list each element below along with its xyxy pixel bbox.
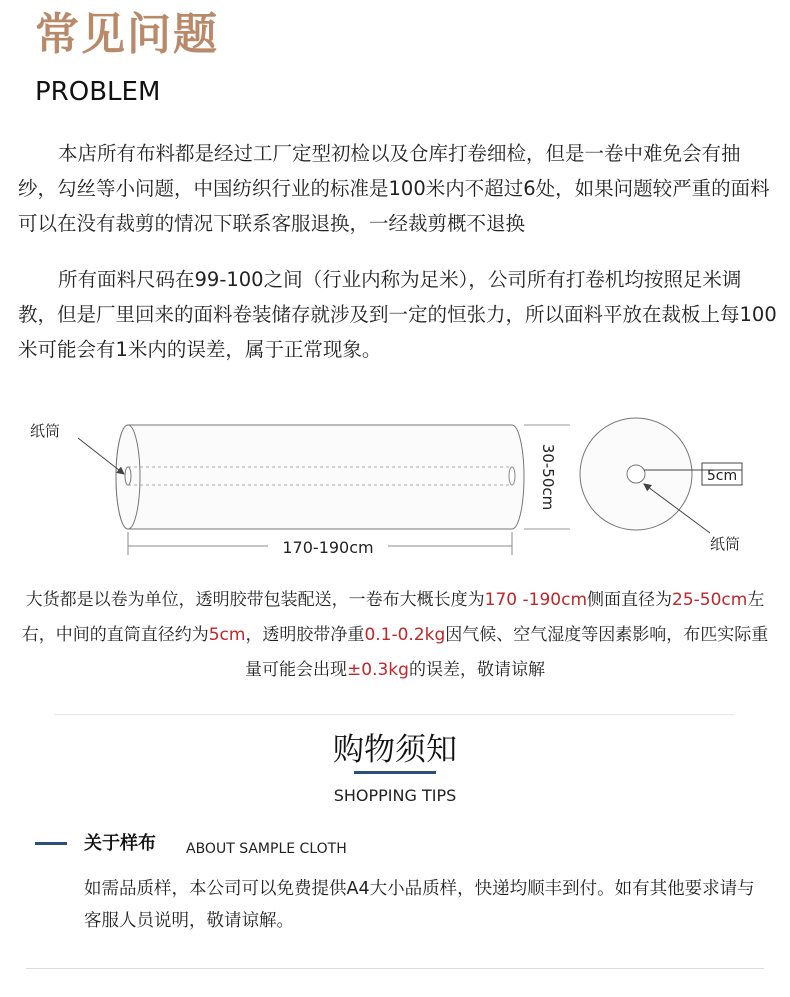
sample-section-title: 关于样布 — [84, 833, 156, 854]
sample-section-text — [84, 873, 764, 937]
fabric-roll-diagram — [0, 400, 790, 570]
note-highlight-diameter: 25-50cm — [672, 590, 748, 610]
fabric-roll-side-view — [116, 425, 524, 529]
length-label: 170-190cm — [282, 538, 374, 557]
note-highlight-tape-weight: 0.1-0.2kg — [364, 625, 446, 645]
bottom-divider — [26, 968, 764, 969]
note-highlight-core: 5cm — [208, 625, 246, 645]
note-highlight-weight-error: ±0.3kg — [347, 660, 409, 680]
tube-label-right: 纸筒 — [710, 535, 741, 553]
paragraph-text: 如需品质样，本公司可以免费提供A4大小品质样，快递均顺丰到付。如有其他要求请与客服人员说明，敬请谅解。 — [84, 879, 755, 931]
sample-section-subtitle: ABOUT SAMPLE CLOTH — [186, 841, 347, 857]
note-highlight-length: 170 -190cm — [484, 590, 588, 610]
page-subtitle: PROBLEM — [35, 77, 161, 107]
problem-paragraph-quality — [18, 136, 778, 241]
packaging-note — [20, 583, 770, 688]
tube-label-left: 纸筒 — [30, 422, 61, 440]
core-diameter-label: 5cm — [706, 468, 738, 484]
paragraph-text: 本店所有布料都是经过工厂定型初检以及仓库打卷细检，但是一卷中难免会有抽纱，勾丝等小问题，中国纺织行业的标准是100米内不超过6处，如果问题较严重的面料可以在没有裁剪的情况下联系客服退换，一经裁剪概不退换 — [18, 142, 770, 235]
paragraph-text: 所有面料尺码在99-100之间（行业内称为足米），公司所有打卷机均按照足米调教，但是厂里回来的面料卷装储存就涉及到一定的恒张力，所以面料平放在裁板上每100米可能会有1米内的误差，属于正常现象。 — [18, 268, 777, 361]
title-underline — [354, 771, 436, 774]
shopping-tips-subtitle: SHOPPING TIPS — [333, 786, 457, 805]
section-divider — [54, 714, 734, 715]
note-text: 左右，中间的直筒直径约为 — [21, 590, 765, 645]
sample-section-marker — [35, 842, 67, 845]
note-text: 的误差，敬请谅解 — [408, 660, 545, 680]
page-title: 常见问题 — [35, 9, 219, 60]
note-text: ，透明胶带净重 — [245, 625, 365, 645]
note-text: 因气候、空气湿度等因素影响，布匹实际重量可能会出现 — [245, 625, 769, 680]
note-text: 侧面直径为 — [587, 590, 673, 610]
note-text: 大货都是以卷为单位，透明胶带包装配送，一卷布大概长度为 — [25, 590, 485, 610]
diameter-label: 30-50cm — [539, 443, 557, 511]
problem-paragraph-length — [18, 262, 778, 367]
shopping-tips-title: 购物须知 — [333, 732, 457, 768]
